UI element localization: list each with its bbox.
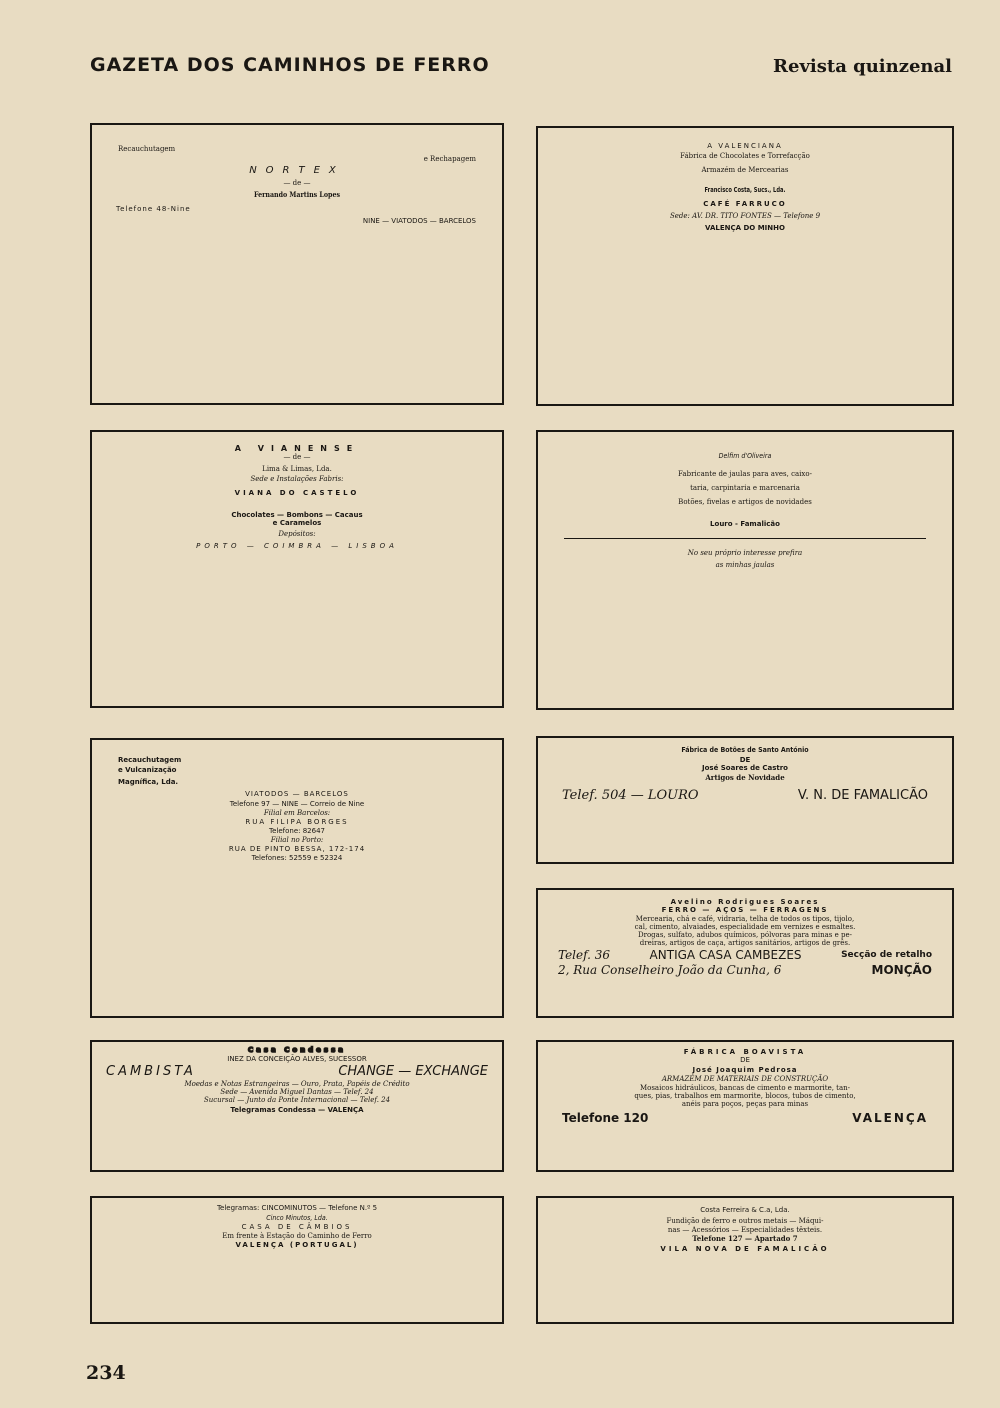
magnifica-phone1: Telefone: 82647 [269,827,325,836]
boavista-title: FÁBRICA BOAVISTA [683,1048,807,1056]
vianense-city: VIANA DO CASTELO [234,489,360,498]
ad-botoes [536,736,954,864]
condessa-owner: INEZ DA CONCEIÇÃO ALVES, SUCESSOR [227,1055,367,1064]
boavista-body3: anéis para poços, peças para minas [681,1100,809,1109]
magnifica-brand: Magnífica, Lda. [118,778,179,787]
delfim-slogan1: No seu próprio interesse prefira [687,549,803,558]
costa-line3: Telefone 127 — Apartado 7 [692,1234,798,1244]
ad-costa [536,1196,954,1324]
cinco-line2: VALENÇA (PORTUGAL) [235,1241,359,1250]
condessa-line3: Sucursal — Junto da Ponte Internacional — Telef. 24 [203,1096,391,1105]
avelino-shop: ANTIGA CASA CAMBEZES [649,948,802,963]
valenciana-brand: A VALENCIANA [707,142,783,150]
costa-line1: Fundição de ferro e outros metais — Máqui- [666,1217,824,1226]
magnifica-street2: RUA DE PINTO BESSA, 172-174 [228,845,366,854]
avelino-body2: cal, cimento, alvaiades, especialidade em vernizes e esmaltes. [634,923,856,932]
magnifica-line2: e Vulcanização [118,766,177,775]
botoes-owner: José Soares de Castro [702,764,788,773]
valenciana-cafe: CAFÉ FARRUCO [703,200,787,209]
delfim-line2: taria, carpintaria e marcenaria [690,484,800,493]
ad-boavista [536,1040,954,1172]
ad-magnifica [90,738,504,1018]
valenciana-sede: Sede: AV. DR. TITO FONTES — Telefone 9 [669,212,821,221]
boavista-sub: ARMAZÉM DE MATERIAIS DE CONSTRUÇÃO [661,1075,829,1084]
ad-nortex [90,123,504,405]
boavista-de: DE [740,1056,750,1065]
valenciana-company: Francisco Costa, Sucs., Lda. [704,186,786,195]
condessa-line4: Telegramas Condessa — VALENÇA [230,1106,364,1115]
boavista-body2: ques, pias, trabalhos em marmorite, blocos, tubos de cimento, [634,1092,856,1101]
avelino-city: MONÇÃO [871,963,932,978]
vianense-brand: A VIANENSE [234,444,360,453]
nortex-phone: Telefone 48-Nine [116,204,191,213]
boavista-city: VALENÇA [852,1111,928,1126]
magnifica-phone: Telefone 97 — NINE — Correio de Nine [229,800,365,809]
valenciana-line1: Fábrica de Chocolates e Torrefacção [680,152,810,161]
boavista-owner: José Joaquim Pedrosa [692,1066,798,1075]
avelino-body1: Mercearia, chá e café, vidraria, telha de todos os tipos, tijolo, [635,915,855,924]
cinco-line1: Em frente à Estação do Caminho de Ferro [222,1232,372,1241]
delfim-brand: Delfim d'Oliveira [718,452,772,460]
vianense-depositos: Depósitos: [278,530,316,539]
nortex-line2: e Rechapagem [423,155,476,164]
vianense-sede: Sede e Instalações Fabris: [250,475,344,484]
ad-cinco [90,1196,504,1324]
ad-vianense [90,430,504,708]
condessa-right: CHANGE — EXCHANGE [338,1064,488,1080]
botoes-de: DE [739,756,751,765]
delfim-line3: Botões, fivelas e artigos de novidades [678,498,812,507]
condessa-brand: Casa Condessa [248,1046,346,1054]
vianense-products1: Chocolates — Bombons — Cacaus [231,511,363,520]
delfim-place: Louro - Famalicão [710,520,780,529]
costa-line2: nas — Acessórios — Especialidades têxteis. [667,1226,823,1235]
botoes-title: Fábrica de Botões de Santo António [681,746,809,754]
magnifica-places: VIATODOS — BARCELOS [245,790,349,799]
cinco-sub: CASA DE CÂMBIOS [241,1223,353,1232]
condessa-line2: Sede — Avenida Miguel Dantas — Telef. 24 [220,1088,374,1097]
botoes-city: V. N. DE FAMALICÃO [797,788,928,804]
vianense-cities: PORTO — COIMBRA — LISBOA [196,541,398,550]
condessa-line1: Moedas e Notas Estrangeiras — Ouro, Prata, Papéis de Crédito [184,1080,410,1089]
cinco-brand: Cinco Minutos, Lda. [266,1214,328,1223]
ad-avelino [536,888,954,1018]
nortex-places: NINE — VIATODOS — BARCELOS [362,216,476,225]
ad-condessa [90,1040,504,1172]
avelino-address: 2, Rua Conselheiro João da Cunha, 6 [558,963,782,978]
avelino-title: Avelino Rodrigues Soares [670,898,820,906]
magnifica-phone2: Telefones: 52559 e 52324 [251,854,343,863]
vianense-products2: e Caramelos [272,519,322,528]
delfim-divider [564,538,926,539]
condessa-left: CAMBISTA [106,1064,196,1080]
avelino-sub: FERRO — AÇOS — FERRAGENS [661,906,829,915]
cinco-top: Telegramas: CINCOMINUTOS — Telefone N.º 5 [216,1204,378,1212]
nortex-owner: Fernando Martins Lopes [253,189,341,199]
avelino-retail: Secção de retalho [841,950,932,961]
vianense-de: — de — [283,453,311,462]
avelino-phone: Telef. 36 [558,948,611,963]
magnifica-filial1: Filial em Barcelos: [263,809,331,818]
avelino-body3: Drogas, sulfato, adubos químicos, pólvoras para minas e pe- [638,931,852,940]
costa-line4: VILA NOVA DE FAMALICÃO [660,1245,830,1254]
nortex-brand: NORTEX [249,165,345,177]
journal-subtitle: Revista quinzenal [773,56,952,77]
nortex-line1: Recauchutagem [118,145,176,153]
valenciana-line2: Armazém de Mercearias [701,166,789,175]
boavista-body1: Mosaicos hidráulicos, bancas de cimento e marmorite, tan- [639,1084,851,1093]
vianense-company: Lima & Limas, Lda. [262,465,332,474]
valenciana-city: VALENÇA DO MINHO [705,224,785,233]
botoes-sub: Artigos de Novidade [705,773,785,783]
boavista-phone: Telefone 120 [562,1111,649,1126]
botoes-phone: Telef. 504 — LOURO [562,788,699,804]
ad-valenciana [536,126,954,406]
avelino-body4: dreiras, artigos de caça, artigos sanitários, artigos de grês. [639,939,851,948]
ad-delfim [536,430,954,710]
delfim-slogan2: as minhas jaulas [715,561,775,570]
costa-brand: Costa Ferreira & C.a, Lda. [700,1206,790,1214]
magnifica-line1: Recauchutagem [118,756,182,764]
magnifica-street1: RUA FILIPA BORGES [245,818,349,827]
page-number: 234 [86,1362,126,1384]
delfim-line1: Fabricante de jaulas para aves, caixo- [678,470,812,479]
magnifica-filial2: Filial no Porto: [270,836,324,845]
nortex-de: — de — [283,178,311,187]
journal-title: GAZETA DOS CAMINHOS DE FERRO [90,54,490,76]
